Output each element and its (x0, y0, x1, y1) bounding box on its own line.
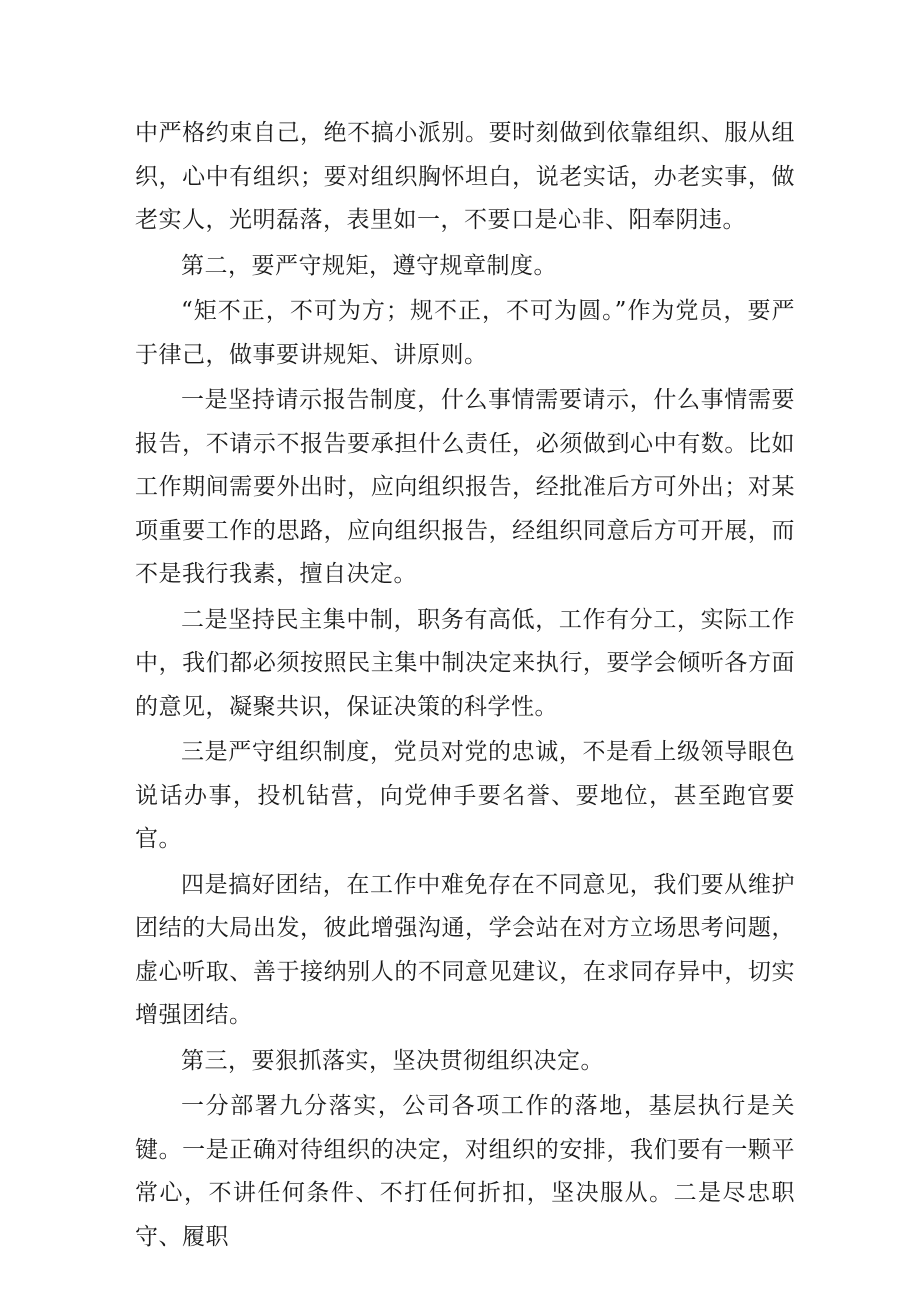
paragraph-point-one: 一是坚持请示报告制度，什么事情需要请示，什么事情需要报告，不请示不报告要承担什么责任，必须做到心中有数。比如工作期间需要外出时，应向组织报告，经批准后方可外出；对某项重要工作的思路，应向组织报告，经组织同意后方可开展，而不是我行我素，擅自决定。 (135, 387, 795, 587)
paragraph-point-three: 三是严守组织制度，党员对党的忠诚，不是看上级领导眼色说话办事，投机钻营，向党伸手要名誉、要地位，甚至跑官要官。 (135, 739, 795, 852)
document-body (135, 112, 795, 1261)
section-heading-second: 第二，要严守规矩，遵守规章制度。 (181, 252, 557, 279)
paragraph-quote: “矩不正，不可为方；规不正，不可为圆。”作为党员，要严于律己，做事要讲规矩、讲原则。 (135, 298, 795, 368)
section-heading-third: 第三，要狠抓落实，坚决贯彻组织决定。 (181, 1047, 604, 1074)
paragraph-implementation: 一分部署九分落实，公司各项工作的落地，基层执行是关键。一是正确对待组织的决定，对组织的安排，我们要有一颗平常心，不讲任何条件、不打任何折扣，坚决服从。二是尽忠职守、履职 (135, 1093, 795, 1250)
paragraph-continuation: 中严格约束自己，绝不搞小派别。要时刻做到依靠组织、服从组织，心中有组织；要对组织胸怀坦白，说老实话，办老实事，做老实人，光明磊落，表里如一，不要口是心非、阳奉阴违。 (135, 120, 795, 233)
paragraph-point-two: 二是坚持民主集中制，职务有高低，工作有分工，实际工作中，我们都必须按照民主集中制决定来执行，要学会倾听各方面的意见，凝聚共识，保证决策的科学性。 (135, 606, 795, 720)
paragraph-point-four: 四是搞好团结，在工作中难免存在不同意见，我们要从维护团结的大局出发，彼此增强沟通，学会站在对方立场思考问题，虚心听取、善于接纳别人的不同意见建议，在求同存异中，切实增强团结。 (135, 871, 795, 1028)
